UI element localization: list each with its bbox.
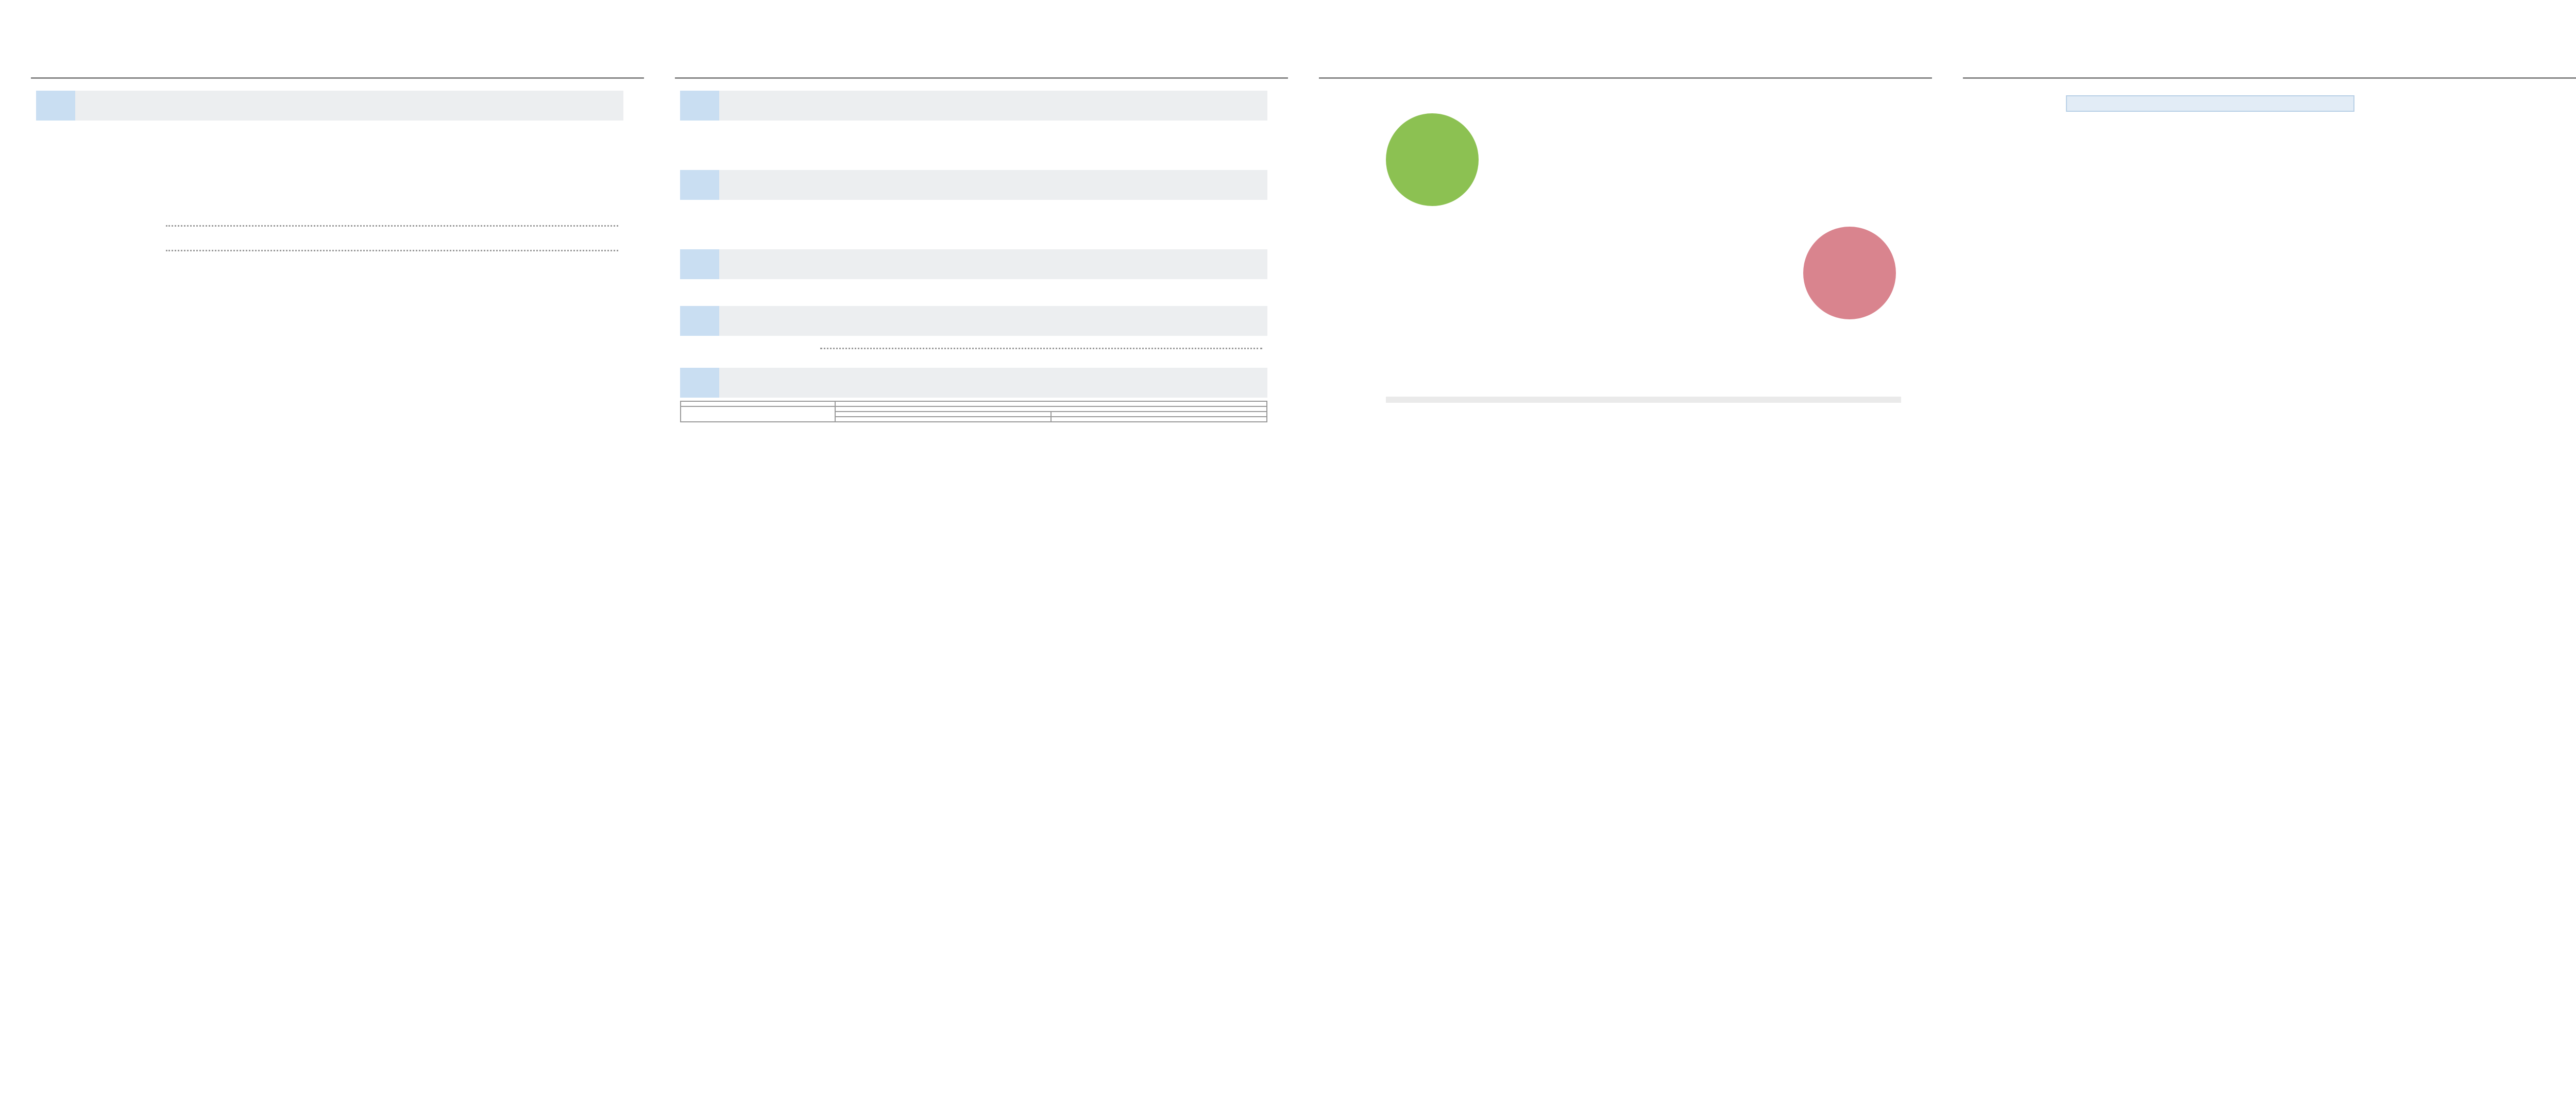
section-header bbox=[680, 368, 1267, 398]
offering-account-box bbox=[2066, 95, 2354, 112]
page-02 bbox=[0, 0, 644, 1110]
section-header bbox=[680, 249, 1267, 279]
page-header bbox=[1288, 0, 1932, 82]
scripture-line-3 bbox=[36, 191, 623, 213]
header-rule bbox=[31, 77, 644, 79]
kingdom-circle bbox=[1386, 113, 1479, 206]
prayer-list bbox=[681, 406, 835, 422]
section-header bbox=[36, 91, 623, 121]
col-prayer bbox=[681, 401, 835, 406]
col-offering bbox=[835, 401, 1267, 406]
discipleship-diagram bbox=[1345, 98, 1901, 386]
weekly-services bbox=[680, 88, 1267, 430]
sermon-subtitle bbox=[680, 224, 1267, 246]
sermon-line-3 bbox=[36, 238, 623, 263]
prayer-line-2 bbox=[36, 144, 623, 168]
section-header bbox=[680, 91, 1267, 121]
col-guide bbox=[835, 412, 1051, 417]
meal-list bbox=[1051, 417, 1267, 422]
page-03 bbox=[644, 0, 1288, 1110]
col-meal bbox=[1051, 412, 1267, 417]
service-leader bbox=[36, 121, 623, 144]
church-intro bbox=[1345, 93, 1901, 415]
page-05 bbox=[1932, 0, 2576, 1110]
page-header bbox=[0, 0, 644, 82]
page-04 bbox=[1288, 0, 1932, 1110]
church-news bbox=[1989, 90, 2550, 127]
section-header bbox=[680, 306, 1267, 336]
sermon-line-2 bbox=[36, 213, 623, 238]
page-header bbox=[644, 0, 1288, 82]
service-leader bbox=[680, 279, 1267, 303]
header-rule bbox=[1319, 77, 1932, 79]
scripture-line-2 bbox=[36, 168, 623, 191]
schedule-notes bbox=[1386, 397, 1901, 403]
service-leader bbox=[680, 121, 1267, 144]
christlike-circle bbox=[1803, 227, 1896, 319]
volunteer-table bbox=[680, 401, 1267, 422]
section-header bbox=[680, 170, 1267, 200]
offering-list bbox=[835, 406, 1267, 412]
header-rule bbox=[1963, 77, 2576, 79]
sermon-subtitle bbox=[680, 336, 1267, 361]
service-leader bbox=[680, 200, 1267, 224]
guide-list bbox=[835, 417, 1051, 422]
sunday-service-order bbox=[36, 88, 623, 263]
sermon-subtitle bbox=[680, 144, 1267, 167]
header-rule bbox=[675, 77, 1288, 79]
page-header bbox=[1932, 0, 2576, 82]
